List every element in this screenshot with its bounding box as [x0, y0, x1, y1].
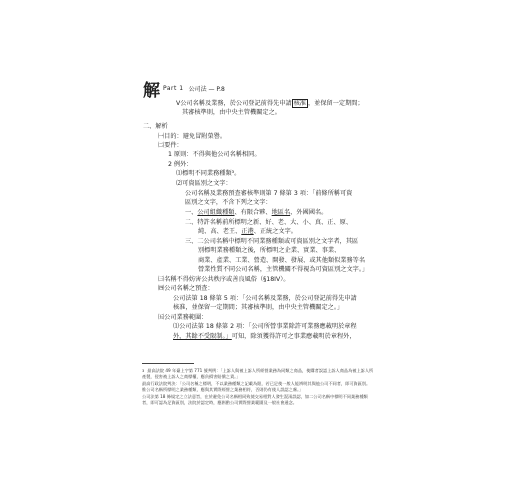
- text-line: ⑴標明不同業務種類³。: [176, 170, 241, 177]
- text-line: ⑵可資區別之文字：: [176, 180, 232, 187]
- text-line: 公司法第 18 條第 5 項：「公司名稱及業務，於公司登記前得先申請: [173, 295, 357, 302]
- text-line: 公司名稱及業務預查審核準則第 7 條第 3 項：「前條所稱可資: [185, 190, 353, 197]
- text-line: 核准，並保留一定期間；其審核準則，由中央主管機關定之。」: [173, 304, 344, 311]
- chapter-reference: 公司法 — P.8: [188, 86, 225, 93]
- text-line: 商業、產業、工業、營造、開發、發展、或其他類似業務等名: [198, 257, 366, 264]
- text-line: ㈢名稱不得妨害公共秩序或善良風俗（§18IV）。: [158, 276, 290, 283]
- text-line: ㈡要件：: [158, 142, 183, 149]
- text-line: 其審核準則，由中央主管機關定之。: [182, 109, 281, 116]
- text-line: 2 例外：: [168, 161, 193, 168]
- text-line: 區別之文字，不含下列之文字：: [185, 199, 272, 206]
- page-header: [143, 76, 225, 101]
- footnote: [142, 368, 374, 406]
- text-line: 一、公司組織種類、有限合夥、地區名、外國國名。: [185, 209, 328, 216]
- answer-mark: 解: [143, 81, 160, 101]
- text-line: 三、二公司名稱中標明不同業務種類或可資區別之文字者，其區: [185, 238, 359, 245]
- text-line: ㈠目的：避免冒附榮譽。: [158, 133, 227, 140]
- text-line: V公司名稱及業務，於公司登記前得先申請 核准 ，並保留一定期間；: [176, 100, 364, 107]
- footnote-paragraph: 3 最高法院 49 年臺上字第 771 號判例：「上訴人與被上訴人所經營業務為同類之商品，使購者誤認上訴人商品為被上訴人所產製，侵害被上訴人之商標權，應負損害賠償之責。」: [142, 368, 374, 380]
- text-line: ㈤公司業務範圍：: [158, 314, 208, 321]
- footnote-separator: [142, 363, 194, 364]
- text-line: 1 原則：不得與他公司名稱相同。: [168, 151, 261, 158]
- text-line: 別標明業務種類之後，所標明之企業、實業、事業、: [198, 247, 341, 254]
- text-line: 二、特許名稱前所標明之新、好、老、大、小、真、正、原、: [185, 219, 353, 226]
- part-label: Part 1: [163, 85, 184, 92]
- text-line: ⑴公司法第 18 條第 2 項：「公司所營事業除許可業務應載明於章程: [173, 323, 357, 330]
- footnote-paragraph: 公司法第 18 條規定之立法意旨，在於避免公司名稱相同致使交易相對人發生混淆誤認，如二公司名稱中標明不同業務種類者，即可認為足資區別，法院於認定時，應斟酌公司實際營業範圍及一般社會通念。: [142, 393, 368, 406]
- footnote-number: 3: [142, 369, 145, 373]
- text-line: 營業性質不同公司名稱，主管機關不得視為可資區別之文字。」: [198, 266, 369, 273]
- footnote-paragraph: 最高行政法院判決：「公司名稱之標明，不以業務種類之記載為限，若已足使一般人能辨明其與他公司不同者，即可資區別。惟公司名稱所標明之業務種類，應與其實際經營之業務相符，否則仍有使人誤認之虞。」: [142, 380, 371, 393]
- text-line: ㈣公司名稱之預查：: [158, 285, 214, 292]
- text-line: 外，其餘不受限制。」可知，除須獲得許可之事業應載明於章程外，: [173, 333, 356, 340]
- text-line: 二、解析: [143, 123, 168, 130]
- text-line: 純、高、老王、正港、正統之文字。: [198, 228, 297, 235]
